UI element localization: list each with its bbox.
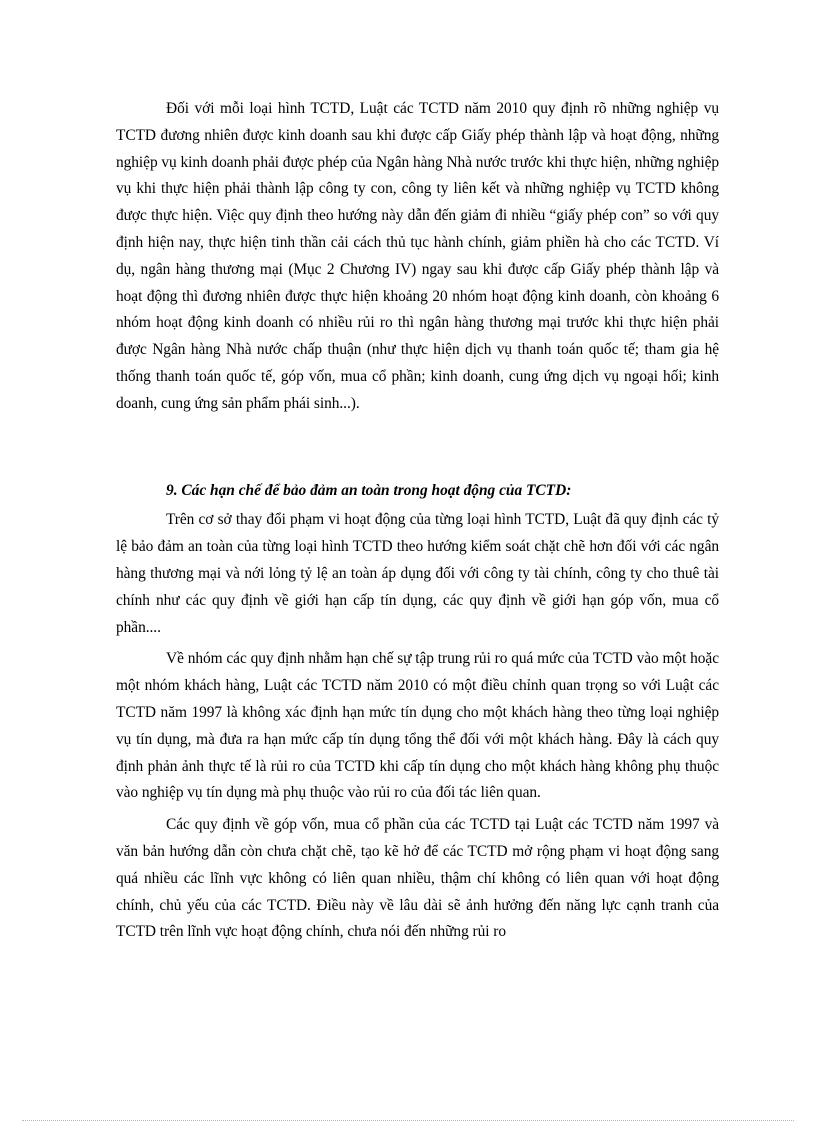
section-heading: 9. Các hạn chế để bảo đảm an toàn trong hoạt động của TCTD: [166, 481, 572, 499]
paragraph-safety-ratios: Trên cơ sở thay đổi phạm vi hoạt động của từng loại hình TCTD, Luật đã quy định các tỷ lệ bảo đảm an toàn của từng loại hình TCTD theo hướng kiểm soát chặt chẽ hơn đối với các ngân hàng thương mại và nới lỏng tỷ lệ an toàn áp dụng đối với công ty tài chính, công ty cho thuê tài chính như các quy định về giới hạn cấp tín dụng, các quy định về giới hạn góp vốn, mua cổ phần.... [116, 511, 719, 636]
paragraph-capital-contribution: Các quy định về góp vốn, mua cổ phần của các TCTD tại Luật các TCTD năm 1997 và văn bản hướng dẫn còn chưa chặt chẽ, tạo kẽ hở để các TCTD mở rộng phạm vi hoạt động sang quá nhiều các lĩnh vực không có liên quan nhiều, thậm chí không có liên quan với hoạt động chính, chủ yếu của các TCTD. Điều này về lâu dài sẽ ảnh hưởng đến năng lực cạnh tranh của TCTD trên lĩnh vực hoạt động chính, chưa nói đến những rủi ro [116, 816, 719, 941]
paragraph-licensing: Đối với mỗi loại hình TCTD, Luật các TCTD năm 2010 quy định rõ những nghiệp vụ TCTD đương nhiên được kinh doanh sau khi được cấp Giấy phép thành lập và hoạt động, những nghiệp vụ kinh doanh phải được phép của Ngân hàng Nhà nước trước khi thực hiện, những nghiệp vụ khi thực hiện phải thành lập công ty con, công ty liên kết và những nghiệp vụ TCTD không được thực hiện. Việc quy định theo hướng này dẫn đến giảm đi nhiều “giấy phép con” so với quy định hiện nay, thực hiện tinh thần cải cách thủ tục hành chính, giảm phiền hà cho các TCTD. Ví dụ, ngân hàng thương mại (Mục 2 Chương IV) ngay sau khi được cấp Giấy phép thành lập và hoạt động thì đương nhiên được thực hiện khoảng 20 nhóm hoạt động kinh doanh, còn khoảng 6 nhóm hoạt động kinh doanh có nhiều rủi ro thì ngân hàng thương mại trước khi thực hiện phải được Ngân hàng Nhà nước chấp thuận (như thực hiện dịch vụ thanh toán quốc tế; tham gia hệ thống thanh toán quốc tế, góp vốn, mua cổ phần; kinh doanh, cung ứng dịch vụ ngoại hối; kinh doanh, cung ứng sản phẩm phái sinh...). [116, 100, 719, 412]
paragraph-credit-limits: Về nhóm các quy định nhằm hạn chế sự tập trung rủi ro quá mức của TCTD vào một hoặc một nhóm khách hàng, Luật các TCTD năm 2010 có một điều chỉnh quan trọng so với Luật các TCTD năm 1997 là không xác định hạn mức tín dụng cho một khách hàng theo từng loại nghiệp vụ tín dụng, mà đưa ra hạn mức cấp tín dụng tổng thể đối với một khách hàng. Đây là cách quy định phản ảnh thực tế là rủi ro của TCTD khi cấp tín dụng cho một khách hàng không phụ thuộc vào nghiệp vụ tín dụng mà phụ thuộc vào rủi ro của đối tác liên quan. [116, 650, 719, 802]
page-bottom-divider [22, 1120, 794, 1121]
document-page [116, 96, 719, 946]
section-spacer [116, 418, 719, 478]
